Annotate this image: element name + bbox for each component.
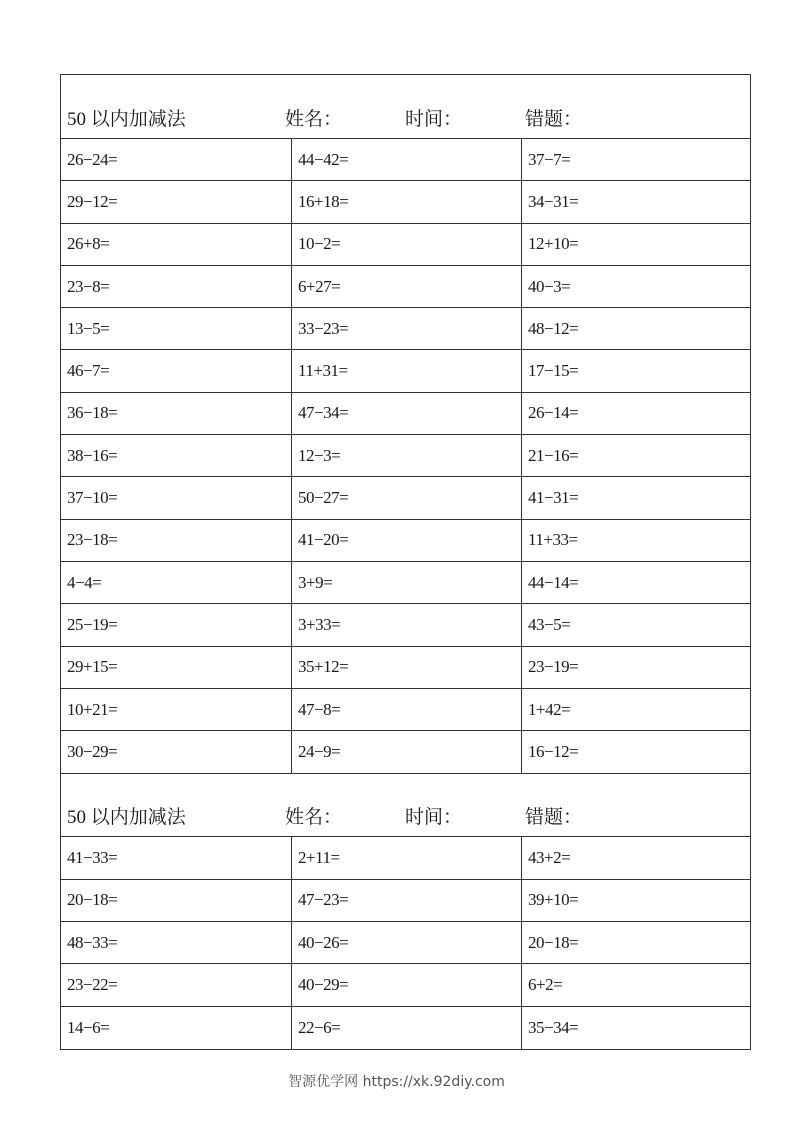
- problem-cell: 41−33=: [67, 848, 118, 868]
- problem-cell: 17−15=: [521, 350, 750, 391]
- problem-cell: 10+21=: [67, 699, 118, 719]
- section-header: [61, 75, 750, 139]
- problem-cell: 3+33=: [291, 604, 521, 645]
- problem-row: [61, 266, 750, 308]
- worksheet: [60, 74, 751, 1050]
- problem-cell: 11+31=: [291, 350, 521, 391]
- time-label: 时间：: [405, 807, 463, 829]
- worksheet-title: 50 以内加减法: [67, 109, 186, 130]
- errors-label: 错题：: [525, 109, 583, 130]
- problem-row: [61, 224, 750, 266]
- problem-cell: 22−6=: [291, 1007, 521, 1049]
- section-header: [61, 773, 750, 837]
- problem-cell: 25−19=: [67, 614, 118, 634]
- problem-row: [61, 922, 750, 964]
- errors-label: 错题：: [525, 807, 583, 829]
- problem-row: [61, 393, 750, 435]
- problem-cell: 48−33=: [67, 932, 118, 952]
- problem-cell: 35+12=: [291, 647, 521, 688]
- problem-cell: 11+33=: [521, 520, 750, 561]
- problem-cell: 23−8=: [67, 276, 110, 296]
- problem-cell: 26+8=: [67, 234, 110, 254]
- problem-cell: 3+9=: [291, 562, 521, 603]
- problem-row: [61, 689, 750, 731]
- problem-grid: [61, 139, 750, 773]
- problem-cell: 48−12=: [521, 308, 750, 349]
- problem-row: [61, 139, 750, 181]
- problem-row: [61, 1007, 750, 1049]
- problem-cell: 44−42=: [291, 139, 521, 180]
- time-label: 时间：: [405, 109, 463, 130]
- problem-cell: 24−9=: [291, 731, 521, 773]
- problem-cell: 39+10=: [521, 880, 750, 921]
- problem-cell: 16+18=: [291, 181, 521, 222]
- footer-watermark: 智源优学网 https://xk.92diy.com: [288, 1074, 505, 1090]
- problem-cell: 47−23=: [291, 880, 521, 921]
- problem-cell: 6+2=: [521, 964, 750, 1005]
- problem-row: [61, 350, 750, 392]
- problem-cell: 29+15=: [67, 657, 118, 677]
- problem-cell: 20−18=: [67, 890, 118, 910]
- problem-row: [61, 477, 750, 519]
- problem-cell: 16−12=: [521, 731, 750, 773]
- problem-cell: 40−29=: [291, 964, 521, 1005]
- problem-cell: 41−20=: [291, 520, 521, 561]
- name-label: 姓名：: [285, 109, 343, 130]
- problem-cell: 13−5=: [67, 318, 110, 338]
- problem-row: [61, 964, 750, 1006]
- problem-cell: 21−16=: [521, 435, 750, 476]
- name-label: 姓名：: [285, 807, 343, 829]
- problem-cell: 50−27=: [291, 477, 521, 518]
- problem-cell: 44−14=: [521, 562, 750, 603]
- problem-row: [61, 562, 750, 604]
- problem-cell: 26−24=: [67, 149, 118, 169]
- problem-cell: 40−3=: [521, 266, 750, 307]
- problem-cell: 4−4=: [67, 572, 102, 592]
- problem-row: [61, 520, 750, 562]
- problem-cell: 40−26=: [291, 922, 521, 963]
- problem-row: [61, 604, 750, 646]
- problem-row: [61, 880, 750, 922]
- problem-cell: 36−18=: [67, 403, 118, 423]
- problem-cell: 35−34=: [521, 1007, 750, 1049]
- problem-row: [61, 435, 750, 477]
- problem-cell: 43−5=: [521, 604, 750, 645]
- problem-cell: 29−12=: [67, 191, 118, 211]
- problem-cell: 41−31=: [521, 477, 750, 518]
- problem-cell: 20−18=: [521, 922, 750, 963]
- problem-cell: 43+2=: [521, 837, 750, 878]
- problem-grid: [61, 837, 750, 1048]
- problem-row: [61, 181, 750, 223]
- problem-cell: 46−7=: [67, 361, 110, 381]
- problem-cell: 12−3=: [291, 435, 521, 476]
- problem-cell: 10−2=: [291, 224, 521, 265]
- problem-cell: 34−31=: [521, 181, 750, 222]
- problem-row: [61, 647, 750, 689]
- problem-cell: 37−7=: [521, 139, 750, 180]
- problem-cell: 12+10=: [521, 224, 750, 265]
- problem-cell: 23−18=: [67, 530, 118, 550]
- problem-cell: 47−8=: [291, 689, 521, 730]
- problem-row: [61, 308, 750, 350]
- problem-cell: 23−19=: [521, 647, 750, 688]
- problem-cell: 26−14=: [521, 393, 750, 434]
- problem-cell: 37−10=: [67, 488, 118, 508]
- problem-cell: 14−6=: [67, 1017, 110, 1037]
- problem-row: [61, 837, 750, 879]
- worksheet-title: 50 以内加减法: [67, 807, 186, 829]
- problem-cell: 30−29=: [67, 742, 118, 762]
- problem-cell: 47−34=: [291, 393, 521, 434]
- problem-cell: 2+11=: [291, 837, 521, 878]
- problem-cell: 1+42=: [521, 689, 750, 730]
- problem-cell: 6+27=: [291, 266, 521, 307]
- problem-cell: 33−23=: [291, 308, 521, 349]
- problem-cell: 23−22=: [67, 974, 118, 994]
- problem-cell: 38−16=: [67, 445, 118, 465]
- problem-row: [61, 731, 750, 773]
